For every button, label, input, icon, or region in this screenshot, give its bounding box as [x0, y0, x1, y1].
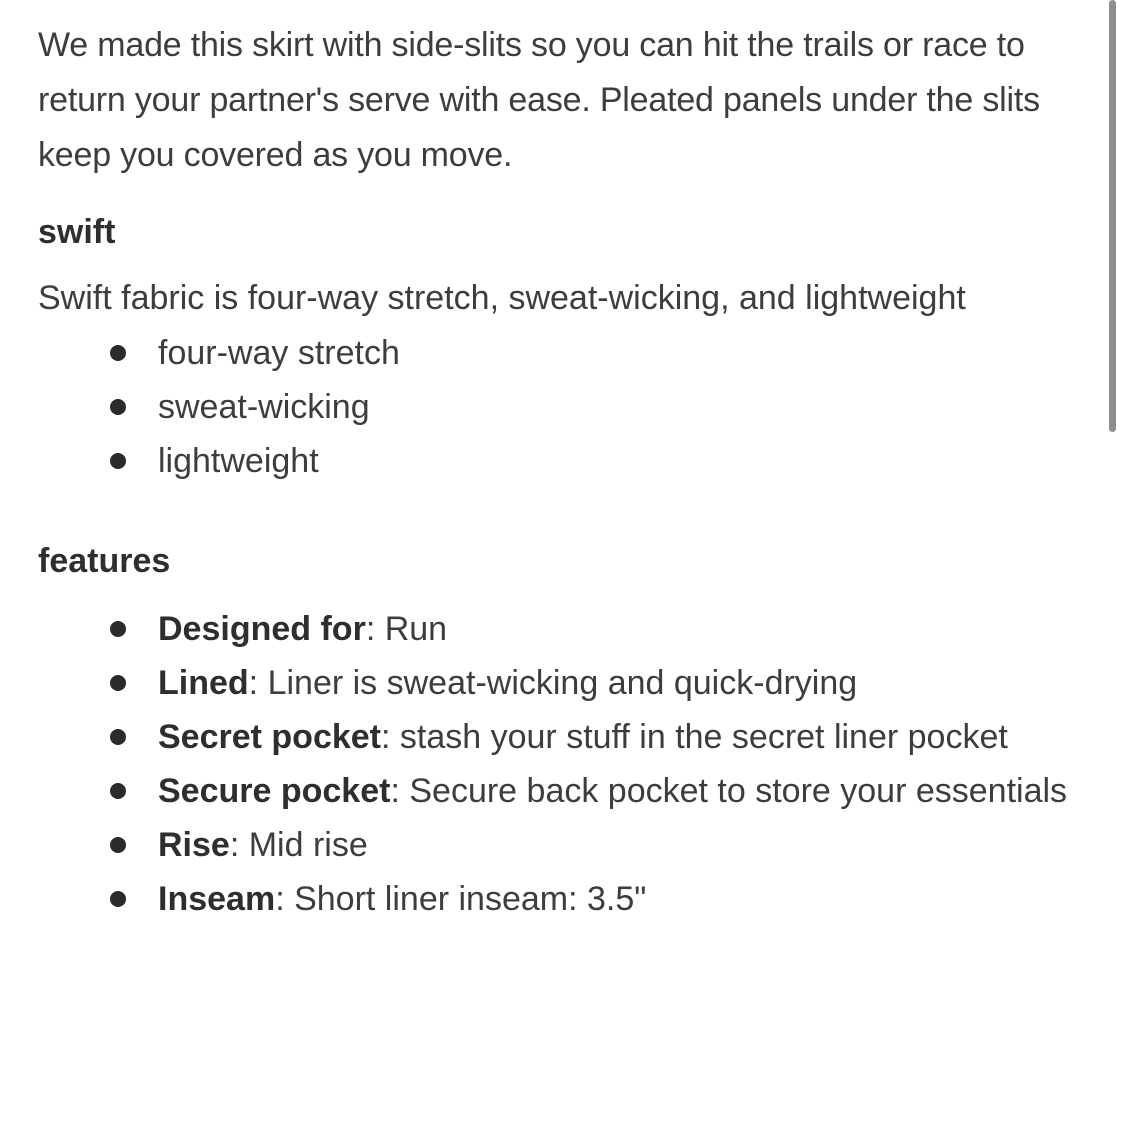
list-item: Lined: Liner is sweat-wicking and quick-drying: [108, 656, 1088, 710]
feature-text: Run: [384, 610, 448, 648]
feature-text: stash your stuff in the secret liner pocket: [399, 718, 1008, 756]
list-item: [108, 380, 1088, 434]
features-list: [38, 602, 1088, 926]
feature-label: Secret pocket: [158, 718, 381, 756]
list-item: [108, 326, 1088, 380]
bullet-icon: [110, 675, 126, 691]
intro-paragraph: We made this skirt with side-slits so you can hit the trails or race to return your partner's serve with ease. Pleated panels under the slits keep you covered as you move.: [38, 26, 1040, 174]
swift-item-text: lightweight: [158, 442, 319, 480]
bullet-icon: [110, 345, 126, 361]
feature-label: Lined: [158, 664, 249, 702]
list-item: Designed for: Run: [108, 602, 1088, 656]
list-item: Secure pocket: Secure back pocket to store your essentials: [108, 764, 1088, 818]
bullet-icon: [110, 891, 126, 907]
product-description: [38, 18, 1088, 926]
bullet-icon: [110, 837, 126, 853]
feature-text: Liner is sweat-wicking and quick-drying: [267, 664, 858, 702]
feature-label: Designed for: [158, 610, 366, 648]
bullet-icon: [110, 453, 126, 469]
bullet-icon: [110, 729, 126, 745]
feature-label: Inseam: [158, 880, 276, 918]
bullet-icon: [110, 399, 126, 415]
list-item: Inseam: Short liner inseam: 3.5": [108, 872, 1088, 926]
feature-text: Short liner inseam: 3.5": [294, 880, 647, 918]
swift-item-text: four-way stretch: [158, 334, 400, 372]
feature-label: Rise: [158, 826, 230, 864]
feature-text: Secure back pocket to store your essentials: [409, 772, 1068, 810]
vertical-scrollbar[interactable]: [1109, 0, 1116, 432]
features-heading: features: [38, 542, 171, 580]
feature-text: Mid rise: [248, 826, 368, 864]
list-item: Secret pocket: stash your stuff in the secret liner pocket: [108, 710, 1088, 764]
bullet-icon: [110, 783, 126, 799]
list-item: Rise: Mid rise: [108, 818, 1088, 872]
list-item: [108, 434, 1088, 488]
swift-description: Swift fabric is four-way stretch, sweat-wicking, and lightweight: [38, 279, 966, 317]
swift-heading: swift: [38, 213, 116, 251]
swift-list: [38, 326, 1088, 488]
feature-label: Secure pocket: [158, 772, 391, 810]
swift-item-text: sweat-wicking: [158, 388, 370, 426]
bullet-icon: [110, 621, 126, 637]
